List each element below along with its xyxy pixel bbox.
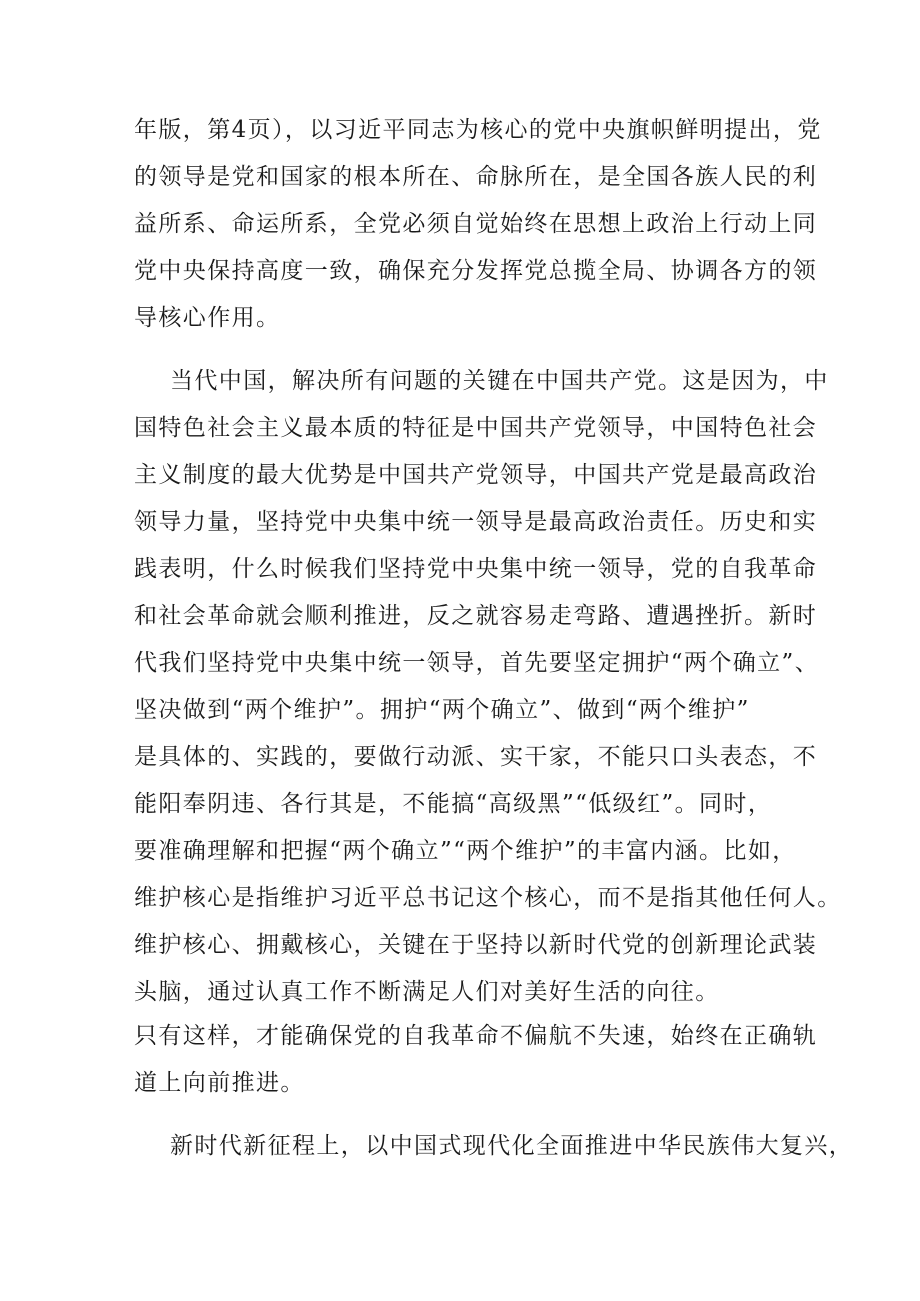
text-line: 益所系、命运所系，全党必须自觉始终在思想上政治上行动上同: [134, 211, 818, 237]
text-line: 头脑，通过认真工作不断满足人们对美好生活的向往。: [134, 979, 720, 1005]
text-line: 主义制度的最大优势是中国共产党领导，中国共产党是最高政治: [134, 462, 818, 488]
text-line: 能阳奉阴违、各行其是，不能搞“高级黑”“低级红”。同时，: [134, 791, 773, 817]
text-line: 新时代新征程上，以中国式现代化全面推进中华民族伟大复兴，: [170, 1133, 854, 1159]
text-line: 践表明，什么时候我们坚持党中央集中统一领导，党的自我革命: [134, 556, 818, 582]
text-line: 维护核心、拥戴核心，关键在于坚持以新时代党的创新理论武装: [134, 932, 818, 958]
text-line: 党中央保持高度一致，确保充分发挥党总揽全局、协调各方的领: [134, 258, 818, 284]
text-line: 国特色社会主义最本质的特征是中国共产党领导，中国特色社会: [134, 415, 818, 441]
text-line: 是具体的、实践的，要做行动派、实干家，不能只口头表态，不: [134, 744, 818, 770]
text-line: 坚决做到“两个维护”。拥护“两个确立”、做到“两个维护”: [134, 697, 750, 723]
text-line: 要准确理解和把握“两个确立”“两个维护”的丰富内涵。比如，: [134, 838, 797, 864]
text-line: 当代中国，解决所有问题的关键在中国共产党。这是因为，中: [170, 368, 829, 394]
text-line: 领导力量，坚持党中央集中统一领导是最高政治责任。历史和实: [134, 509, 818, 535]
text-line: 的领导是党和国家的根本所在、命脉所在，是全国各族人民的利: [134, 164, 818, 190]
text-line: 代我们坚持党中央集中统一领导，首先要坚定拥护“两个确立”、: [134, 650, 820, 676]
text-line: 维护核心是指维护习近平总书记这个核心，而不是指其他任何人。: [134, 885, 842, 911]
text-line: 导核心作用。: [134, 305, 281, 331]
text-line: 只有这样，才能确保党的自我革命不偏航不失速，始终在正确轨: [134, 1023, 818, 1049]
text-line: 和社会革命就会顺利推进，反之就容易走弯路、遭遇挫折。新时: [134, 603, 818, 629]
text-line: 道上向前推进。: [134, 1070, 305, 1096]
text-line: 年版，第4页），以习近平同志为核心的党中央旗帜鲜明提出，党: [134, 117, 822, 143]
